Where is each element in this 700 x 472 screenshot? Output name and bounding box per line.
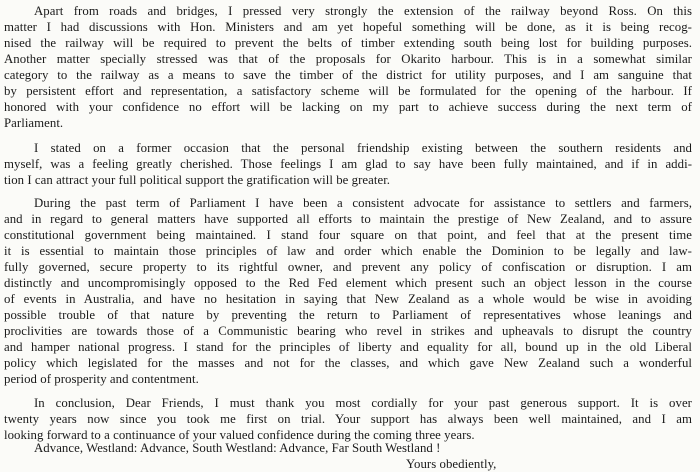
paragraph-line: I stated on a former occasion that the personal friendship existing between the southern residents and — [34, 141, 692, 155]
paragraph-line: Apart from roads and bridges, I pressed very strongly the extension of the railway beyond Ross. On this — [34, 4, 692, 18]
paragraph-line: it is essential to maintain those principles of law and order which enable the Dominion to be legally and law- — [4, 244, 692, 258]
paragraph-line: by persistent effort and representation, a satisfactory scheme will be formulated for the opening of the harbour. If — [4, 84, 692, 98]
paragraph-line: Parliament. — [4, 116, 64, 130]
paragraph-line: honored with your confidence no effort will be lacking on my part to achieve success during the next term of — [4, 100, 692, 114]
paragraph-line: matter I had discussions with Hon. Ministers and am yet hopeful something will be done, as it is being recog- — [4, 20, 692, 34]
letter-closing: Yours obediently, — [406, 457, 497, 471]
paragraph-line: twenty years now since you took me first on trial. Your support has always been well maintained, and I am — [4, 412, 692, 426]
paragraph-line: period of prosperity and contentment. — [4, 372, 199, 386]
paragraph-line: In conclusion, Dear Friends, I must thank you most cordially for your past generous support. It is over — [34, 396, 692, 410]
paragraph-line: category to the railway as a means to save the timber of the district for utility purposes, and I am sanguine that — [4, 68, 692, 82]
paragraph-line: myself, was a feeling greatly cherished. Those feelings I am glad to say have been fully maintained, and if in addi- — [4, 157, 692, 171]
paragraph-line: proclivities are towards those of a Communistic bearing who revel in strikes and upheavals to disrupt the country — [4, 324, 692, 338]
paragraph-line: possible trouble of that nature by preventing the return to Parliament of representatives whose leanings and — [4, 308, 692, 322]
paragraph-line: and hamper national progress. I stand for the principles of liberty and equality for all, bound up in the old Liberal — [4, 340, 692, 354]
paragraph-line: of events in Australia, and have no hesitation in saying that New Zealand as a whole would be wise in avoiding — [4, 292, 692, 306]
paragraph-line: and in regard to general matters have supported all efforts to maintain the prestige of New Zealand, and to assure — [4, 212, 692, 226]
paragraph-line: constitutional government being maintained. I stand four square on that point, and feel that at the present time — [4, 228, 692, 242]
closing-slogan: Advance, Westland: Advance, South Westland: Advance, Far South Westland ! — [34, 441, 441, 455]
paragraph-line: tion I can attract your full political support the gratification will be greater. — [4, 173, 391, 187]
paragraph-line: policy which legislated for the masses and not for the classes, and which gave New Zealand such a wonderful — [4, 356, 692, 370]
paragraph-line: During the past term of Parliament I have been a consistent advocate for assistance to settlers and farmers, — [34, 196, 692, 210]
paragraph-line: nised the railway will be required to prevent the belts of timber extending south being lost for building purposes. — [4, 36, 692, 50]
paragraph-line: fully governed, secure property to its rightful owner, and prevent any policy of confiscation or disruption. I am — [4, 260, 692, 274]
paragraph-line: distinctly and uncompromisingly opposed to the Red Fed element which present such an object lesson in the course — [4, 276, 692, 290]
paragraph-line: looking forward to a continuance of your valued confidence during the coming three years. — [4, 428, 475, 442]
paragraph-line: Another matter specially stressed was that of the proposals for Okarito harbour. This is in a somewhat similar — [4, 52, 692, 66]
